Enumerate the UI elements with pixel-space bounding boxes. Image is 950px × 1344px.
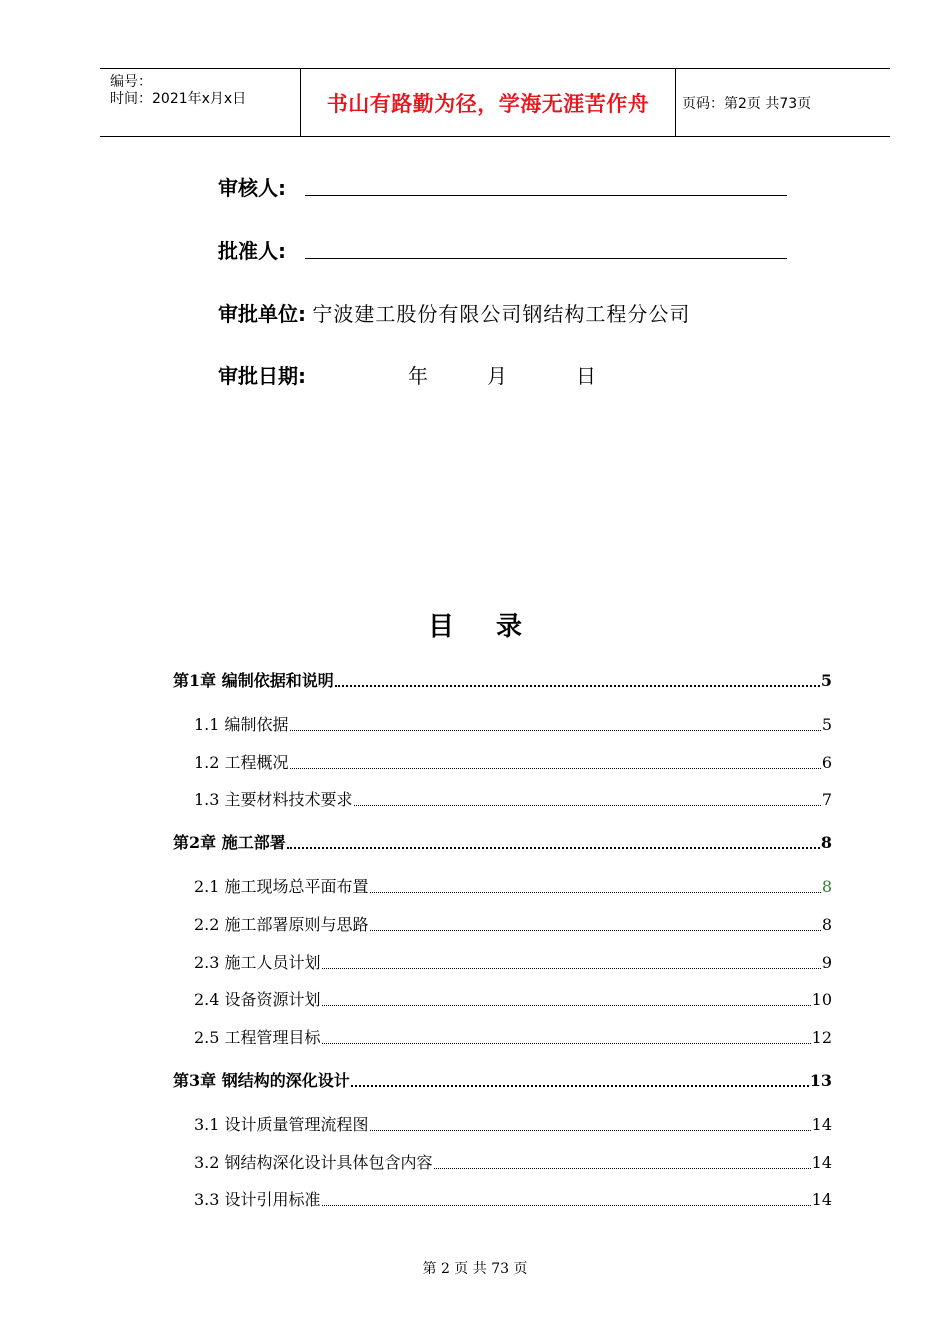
toc-entry-page: 8 [821, 877, 832, 896]
toc-section-entry[interactable] [194, 950, 832, 973]
toc-section-entry[interactable] [194, 1187, 832, 1210]
approver-signature-line [305, 258, 787, 259]
toc-entry-title: 1.1 编制依据 [194, 715, 289, 734]
date-label: 审批日期: [218, 364, 306, 388]
unit-value: 宁波建工股份有限公司钢结构工程分公司 [312, 302, 691, 326]
toc-chapter-entry[interactable] [173, 1068, 832, 1091]
header-page-info: 页码：第2页 共73页 [682, 96, 812, 112]
toc-entry-title: 1.3 主要材料技术要求 [194, 790, 353, 809]
toc-entry-title: 3.2 钢结构深化设计具体包含内容 [194, 1153, 433, 1172]
date-row [218, 360, 306, 389]
toc-dot-leader [290, 768, 821, 769]
toc-section-entry[interactable] [194, 712, 832, 735]
toc-entry-page: 8 [820, 833, 832, 852]
toc-dot-leader [354, 805, 821, 806]
toc-dot-leader [370, 1130, 811, 1131]
toc-dot-leader [434, 1168, 811, 1169]
toc-entry-title: 2.2 施工部署原则与思路 [194, 915, 369, 934]
toc-entry-title: 第3章 钢结构的深化设计 [173, 1071, 350, 1090]
toc-entry-title: 2.3 施工人员计划 [194, 953, 321, 972]
toc-section-entry[interactable] [194, 1025, 832, 1048]
toc-dot-leader [322, 968, 821, 969]
toc-entry-page: 10 [811, 990, 832, 1009]
header-motto: 书山有路勤为径，学海无涯苦作舟 [301, 69, 676, 136]
toc-entry-title: 第2章 施工部署 [173, 833, 286, 852]
toc-entry-title: 2.4 设备资源计划 [194, 990, 321, 1009]
approver-row [218, 235, 286, 264]
toc-entry-page: 14 [811, 1115, 832, 1134]
reviewer-row [218, 172, 286, 201]
toc-entry-title: 2.1 施工现场总平面布置 [194, 877, 369, 896]
toc-entry-page: 14 [811, 1153, 832, 1172]
toc-entry-title: 3.1 设计质量管理流程图 [194, 1115, 369, 1134]
toc-dot-leader [370, 930, 821, 931]
toc-section-entry[interactable] [194, 912, 832, 935]
toc-entry-page: 5 [820, 671, 832, 690]
toc-dot-leader [322, 1005, 811, 1006]
toc-section-entry[interactable] [194, 874, 832, 897]
toc-dot-leader [335, 685, 820, 687]
date-year: 年 [408, 364, 428, 388]
toc-entry-page: 12 [811, 1028, 832, 1047]
toc-dot-leader [287, 847, 820, 849]
toc-entry-page: 13 [809, 1071, 832, 1090]
time-label: 时间：2021年x月x日 [110, 91, 247, 107]
toc-title: 目录 [427, 612, 564, 642]
unit-label: 审批单位: [218, 302, 306, 326]
toc-section-entry[interactable] [194, 787, 832, 810]
toc-entry-page: 8 [821, 915, 832, 934]
approver-label: 批准人: [218, 239, 286, 263]
toc-entry-page: 6 [821, 753, 832, 772]
unit-row [218, 298, 690, 327]
toc-entry-title: 3.3 设计引用标准 [194, 1190, 321, 1209]
toc-dot-leader [351, 1085, 809, 1087]
toc-entry-page: 5 [821, 715, 832, 734]
reviewer-signature-line [305, 195, 787, 196]
date-month: 月 [487, 364, 507, 388]
toc-dot-leader [370, 892, 821, 893]
toc-section-entry[interactable] [194, 750, 832, 773]
toc-chapter-entry[interactable] [173, 830, 832, 853]
date-day: 日 [576, 364, 596, 388]
toc-section-entry[interactable] [194, 1112, 832, 1135]
toc-chapter-entry[interactable] [173, 668, 832, 691]
toc-entry-title: 1.2 工程概况 [194, 753, 289, 772]
toc-dot-leader [290, 730, 821, 731]
toc-entry-title: 第1章 编制依据和说明 [173, 671, 334, 690]
toc-dot-leader [322, 1043, 811, 1044]
toc-section-entry[interactable] [194, 987, 832, 1010]
toc-entry-page: 9 [821, 953, 832, 972]
page-footer: 第 2 页 共 73 页 [422, 1261, 528, 1277]
toc-entry-title: 2.5 工程管理目标 [194, 1028, 321, 1047]
toc-dot-leader [322, 1205, 811, 1206]
toc-entry-page: 7 [821, 790, 832, 809]
page-header [100, 68, 890, 137]
serial-label: 编号： [110, 74, 152, 90]
toc-section-entry[interactable] [194, 1150, 832, 1173]
reviewer-label: 审核人: [218, 176, 286, 200]
toc-entry-page: 14 [811, 1190, 832, 1209]
header-meta [100, 69, 301, 136]
